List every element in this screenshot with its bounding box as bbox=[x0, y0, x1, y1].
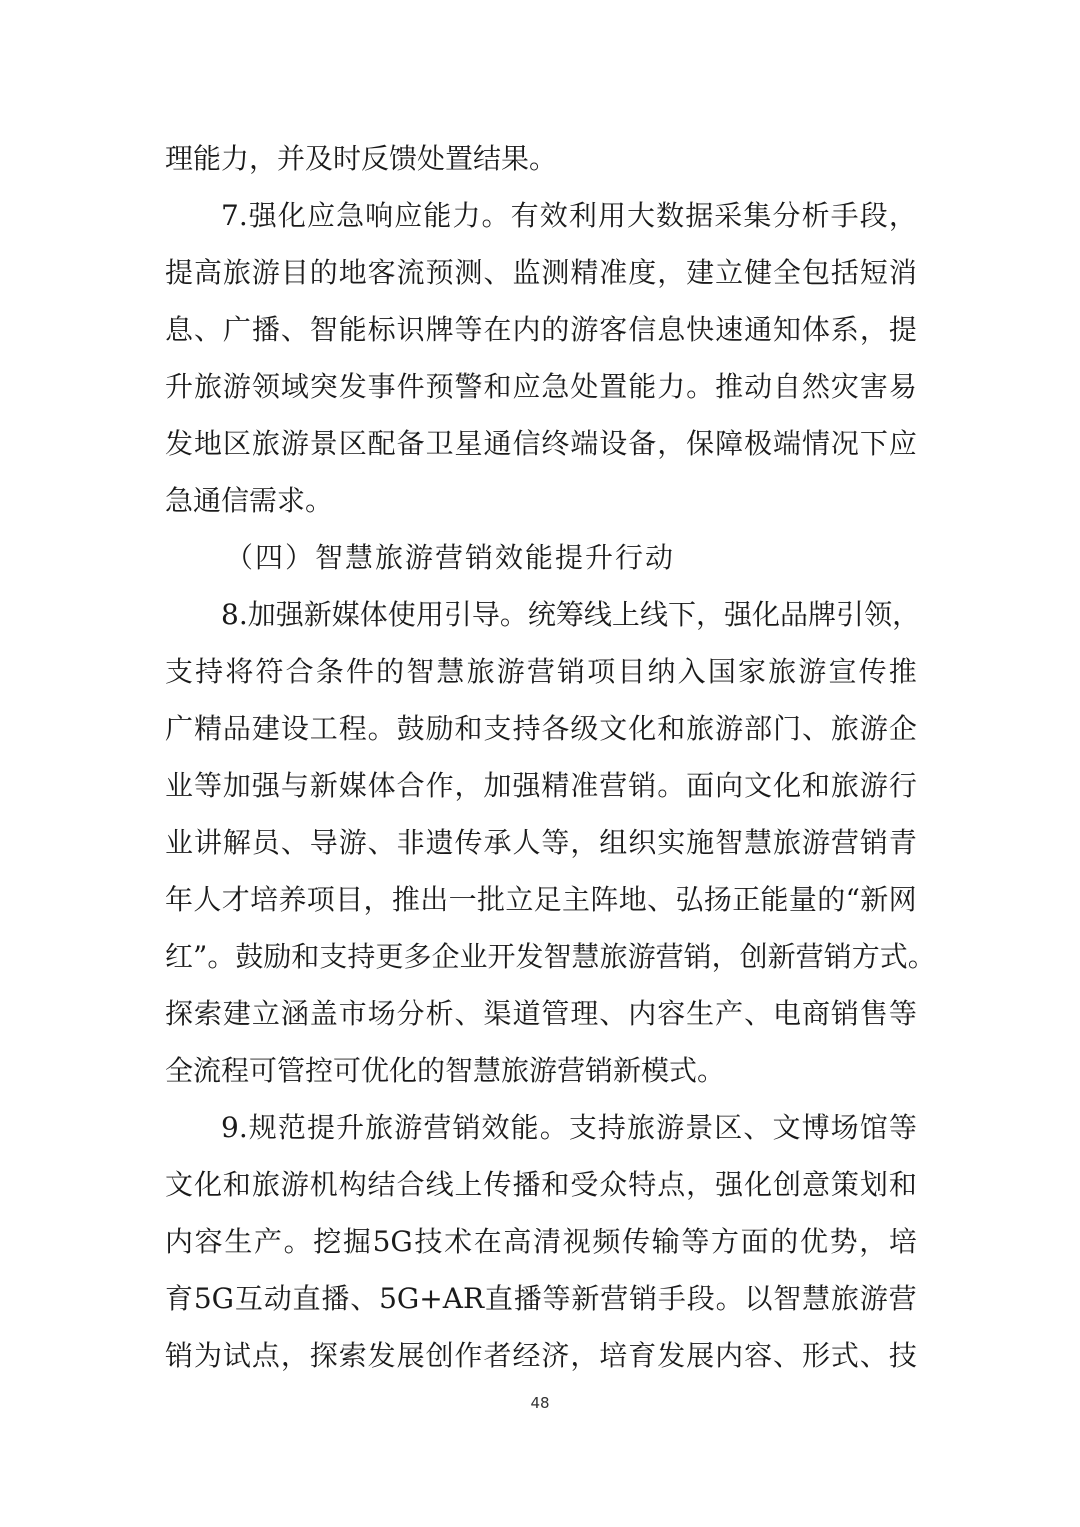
text-line: 广 精 品 建 设 工 程 。 鼓 励 和 支 持 各 级 文 化 和 旅 游 部 门 、 旅 游 企 bbox=[165, 712, 917, 745]
page-number: 48 bbox=[530, 1394, 550, 1412]
text-line: 8. 加 强 新 媒 体 使 用 引 导 。 统 筹 线 上 线 下 ， 强 化 品 牌 引 领 ， bbox=[221, 598, 921, 631]
text-line: 业 等 加 强 与 新 媒 体 合 作 ， 加 强 精 准 营 销 。 面 向 文 化 和 旅 游 行 bbox=[165, 769, 917, 802]
text-line: 理能力，并及时反馈处置结果。 bbox=[165, 142, 558, 175]
text-line: 急通信需求。 bbox=[165, 484, 334, 517]
text-line: 业 讲 解 员 、 导 游 、 非 遗 传 承 人 等 ， 组 织 实 施 智 慧 旅 游 营 销 青 bbox=[165, 826, 917, 859]
section-heading: （四）智慧旅游营销效能提升行动 bbox=[225, 541, 676, 574]
text-line: 9. 规 范 提 升 旅 游 营 销 效 能 。 支 持 旅 游 景 区 、 文 博 场 馆 等 bbox=[221, 1111, 917, 1144]
text-line: 支 持 将 符 合 条 件 的 智 慧 旅 游 营 销 项 目 纳 入 国 家 旅 游 宣 传 推 bbox=[165, 655, 917, 688]
text-line: 息 、 广 播 、 智 能 标 识 牌 等 在 内 的 游 客 信 息 快 速 通 知 体 系 ， 提 bbox=[165, 313, 917, 346]
text-line: 提 高 旅 游 目 的 地 客 流 预 测 、 监 测 精 准 度 ， 建 立 健 全 包 括 短 消 bbox=[165, 256, 917, 289]
document-body bbox=[165, 130, 936, 1384]
text-line: 全流程可管控可优化的智慧旅游营销新模式。 bbox=[165, 1054, 726, 1087]
text-line: 发 地 区 旅 游 景 区 配 备 卫 星 通 信 终 端 设 备 ， 保 障 极 端 情 况 下 应 bbox=[165, 427, 917, 460]
text-line: 文 化 和 旅 游 机 构 结 合 线 上 传 播 和 受 众 特 点 ， 强 化 创 意 策 划 和 bbox=[165, 1168, 917, 1201]
text-line: 探 索 建 立 涵 盖 市 场 分 析 、 渠 道 管 理 、 内 容 生 产 、 电 商 销 售 等 bbox=[165, 997, 917, 1030]
text-line: 7. 强 化 应 急 响 应 能 力 。 有 效 利 用 大 数 据 采 集 分 析 手 段 ， bbox=[221, 199, 917, 232]
text-line: 育 5G 互 动 直 播 、 5G+AR 直 播 等 新 营 销 手 段 。 以 智 慧 旅 游 营 bbox=[165, 1282, 917, 1315]
text-line: 升 旅 游 领 域 突 发 事 件 预 警 和 应 急 处 置 能 力 。 推 动 自 然 灾 害 易 bbox=[165, 370, 917, 403]
text-line: 年 人 才 培 养 项 目 ， 推 出 一 批 立 足 主 阵 地 、 弘 扬 正 能 量 的 “ 新 网 bbox=[165, 883, 917, 916]
text-line: 红 ” 。 鼓 励 和 支 持 更 多 企 业 开 发 智 慧 旅 游 营 销 ， 创 新 营 销 方 式 。 bbox=[165, 940, 936, 973]
text-line: 销 为 试 点 ， 探 索 发 展 创 作 者 经 济 ， 培 育 发 展 内 容 、 形 式 、 技 bbox=[165, 1339, 917, 1372]
text-line: 内 容 生 产 。 挖 掘 5G 技 术 在 高 清 视 频 传 输 等 方 面 的 优 势 ， 培 bbox=[165, 1225, 917, 1258]
